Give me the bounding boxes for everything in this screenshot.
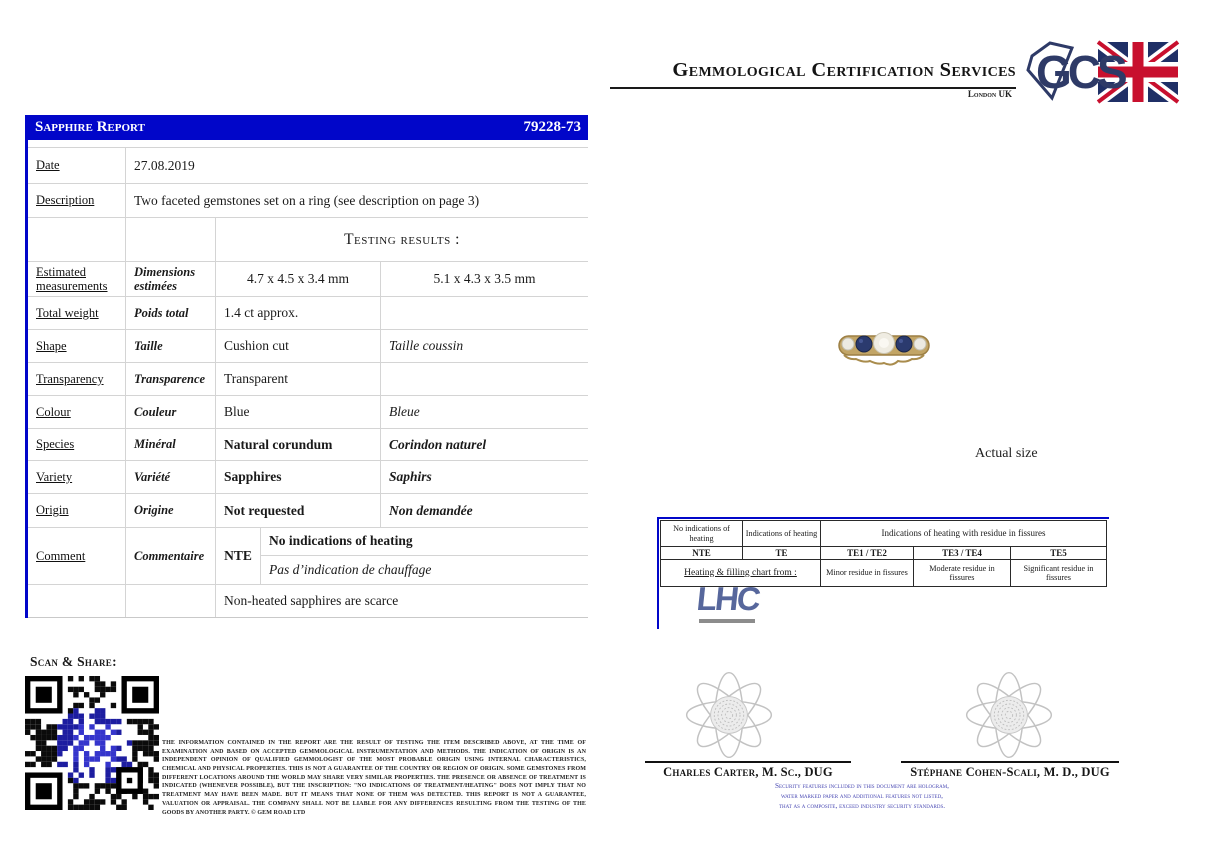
transparency-value-fr bbox=[380, 363, 588, 395]
guilloche-seal-right bbox=[963, 669, 1055, 761]
transparency-value: Transparent bbox=[215, 363, 380, 395]
table-row-comment bbox=[28, 528, 588, 585]
chart-blue-border-left bbox=[657, 517, 659, 629]
diamond-stone bbox=[914, 338, 926, 350]
table-row-colour bbox=[28, 396, 588, 429]
comment-label-fr: Commentaire bbox=[125, 528, 215, 584]
table-row-testing-results bbox=[28, 218, 588, 262]
table-row-description bbox=[28, 184, 588, 218]
transparency-label: Transparency bbox=[36, 371, 104, 386]
table-row-transparency bbox=[28, 363, 588, 396]
security-note bbox=[742, 781, 982, 811]
comment-values bbox=[260, 528, 588, 584]
measurements-label: Estimated measurements bbox=[36, 264, 108, 293]
lhc-tagline-bar bbox=[699, 619, 755, 623]
table-row-measurements bbox=[28, 262, 588, 297]
residue-minor: Minor residue in fissures bbox=[821, 560, 914, 586]
table-row-note bbox=[28, 585, 588, 618]
table-row-shape bbox=[28, 330, 588, 363]
date-label: Date bbox=[36, 158, 60, 173]
table-row-date bbox=[28, 148, 588, 184]
transparency-label-fr: Transparence bbox=[125, 363, 215, 395]
origin-value-fr: Non demandée bbox=[380, 494, 588, 527]
date-value: 27.08.2019 bbox=[125, 148, 588, 183]
variety-label-fr: Variété bbox=[125, 461, 215, 493]
chart-header-nte: No indications of heating bbox=[661, 521, 743, 547]
shape-value-fr: Taille coussin bbox=[380, 330, 588, 362]
security-note-line: Security features included in this document are hologram, bbox=[775, 782, 949, 790]
chart-header-row bbox=[661, 521, 1106, 547]
colour-label-fr: Couleur bbox=[125, 396, 215, 428]
table-row-total-weight bbox=[28, 297, 588, 330]
origin-label-fr: Origine bbox=[125, 494, 215, 527]
testing-results-header: Testing results : bbox=[215, 218, 588, 261]
sapphire-report-table bbox=[25, 115, 588, 618]
variety-label: Variety bbox=[36, 469, 73, 484]
signatory-name-left: Charles Carter, M. Sc., DUG bbox=[663, 765, 833, 779]
chart-codes-row bbox=[661, 547, 1106, 560]
actual-size-label: Actual size bbox=[975, 446, 1038, 461]
origin-value: Not requested bbox=[215, 494, 380, 527]
empty-cell bbox=[28, 218, 125, 261]
code-nte: NTE bbox=[661, 547, 743, 560]
ring-photo bbox=[836, 327, 932, 369]
species-label: Species bbox=[36, 437, 75, 452]
org-title: Gemmological Certification Services bbox=[672, 59, 1016, 81]
weight-label-fr: Poids total bbox=[125, 297, 215, 329]
gcs-logo bbox=[1022, 40, 1180, 104]
gcs-logo-graphic bbox=[1022, 40, 1180, 104]
ring-graphic bbox=[836, 327, 932, 369]
variety-value: Sapphires bbox=[215, 461, 380, 493]
measurements-value-1: 4.7 x 4.5 x 3.4 mm bbox=[215, 262, 380, 296]
signature-line-right bbox=[901, 761, 1119, 763]
species-value: Natural corundum bbox=[215, 429, 380, 460]
guilloche-seal-left bbox=[683, 669, 775, 761]
code-te3-te4: TE3 / TE4 bbox=[914, 547, 1011, 560]
lhc-lab-logo: LHC bbox=[695, 580, 761, 617]
shape-label: Shape bbox=[36, 338, 67, 353]
report-number: 79228-73 bbox=[523, 119, 581, 135]
comment-label: Comment bbox=[36, 548, 86, 563]
variety-value-fr: Saphirs bbox=[380, 461, 588, 493]
measurements-label-fr: Dimensions estimées bbox=[125, 262, 215, 296]
security-note-line: water marked paper and additional features not listed, bbox=[781, 792, 943, 801]
heating-chart-table bbox=[660, 520, 1107, 587]
spacer-row bbox=[28, 140, 588, 148]
gcs-letters: GCS bbox=[1036, 46, 1124, 98]
report-title: Sapphire Report bbox=[35, 119, 145, 135]
code-te5: TE5 bbox=[1011, 547, 1106, 560]
table-row-variety bbox=[28, 461, 588, 494]
weight-label: Total weight bbox=[36, 305, 99, 320]
disclaimer-text: THE INFORMATION CONTAINED IN THE REPORT ARE THE RESULT OF TESTING THE ITEM DESCRIBED ABOVE, AT THE TIME OF EXAMINATION AND BASED ON ACCEPTED GEMMOLOGICAL INSTRUMENTATION AND METHODS. THE INDICATION OF ORIGIN IS AN INDEPENDENT OPINION OF QUALIFIED GEMMOLOGIST OF THE MOST PROBABLE ORIGIN USING INTERNAL CHARACTERISTICS, CHEMICAL AND PHYSICAL PROPERTIES. THIS IS NOT A GUARANTEE OF THE COUNTRY OR REGION OF ORIGIN. SOME GEMSTONES FROM DIFFERENT LOCATIONS AROUND THE WORLD MAY SHARE VERY SIMILAR PROPERTIES. THE PRESENCE OR ABSENCE OF TREATMENT IS INDICATED (WHENEVER POSSIBLE), BUT THE INSCRIPTION: "NO INDICATIONS OF TREATMENT/HEATING" DOES NOT IMPLY THAT NO TREATMENT MAY HAVE BEEN MADE. BUT IT MEANS THAT NONE OF THEM WAS DETECTED. THIS REPORT IS NOT A GUARANTEE, VALUATION OR APPRAISAL. THE COMPANY SHALL NOT BE LIABLE FOR ANY DIFFERENCES RESULTING FROM THE TESTING OF THE GOODS BY ANOTHER PARTY. © GEM ROAD LTD bbox=[162, 740, 586, 816]
shape-value: Cushion cut bbox=[215, 330, 380, 362]
chart-caption: Heating & filling chart from : bbox=[661, 560, 821, 586]
colour-value-fr: Bleue bbox=[380, 396, 588, 428]
species-value-fr: Corindon naturel bbox=[380, 429, 588, 460]
signatory-name-right: Stéphane Cohen-Scali, M. D., DUG bbox=[910, 765, 1110, 779]
description-value: Two faceted gemstones set on a ring (see description on page 3) bbox=[125, 184, 588, 217]
origin-label: Origin bbox=[36, 503, 69, 518]
table-row-origin bbox=[28, 494, 588, 528]
scan-share-label: Scan & Share: bbox=[30, 654, 117, 669]
code-te: TE bbox=[743, 547, 821, 560]
code-te1-te2: TE1 / TE2 bbox=[821, 547, 914, 560]
weight-value-fr bbox=[380, 297, 588, 329]
colour-label: Colour bbox=[36, 404, 71, 419]
security-note-line: that as a composite, exceed industry security standards. bbox=[778, 802, 946, 811]
comment-value-en: No indications of heating bbox=[261, 528, 588, 556]
empty-cell bbox=[125, 585, 215, 617]
report-titlebar bbox=[28, 115, 588, 140]
comment-value-fr: Pas d’indication de chauffage bbox=[269, 561, 432, 577]
sapphire-stone bbox=[856, 336, 872, 352]
chart-header-te: Indications of heating bbox=[743, 521, 821, 547]
comment-code-nte: NTE bbox=[215, 528, 260, 584]
residue-significant: Significant residue in fissures bbox=[1023, 563, 1094, 582]
species-label-fr: Minéral bbox=[125, 429, 215, 460]
table-row-species bbox=[28, 429, 588, 461]
comment-note: Non-heated sapphires are scarce bbox=[215, 585, 588, 617]
diamond-stone bbox=[842, 338, 854, 350]
shape-label-fr: Taille bbox=[125, 330, 215, 362]
org-location: London UK bbox=[967, 89, 1012, 99]
measurements-value-2: 5.1 x 4.3 x 3.5 mm bbox=[380, 262, 588, 296]
colour-value: Blue bbox=[215, 396, 380, 428]
qr-code bbox=[25, 676, 159, 810]
sapphire-stone bbox=[896, 336, 912, 352]
description-label: Description bbox=[36, 193, 95, 208]
residue-moderate: Moderate residue in fissures bbox=[914, 560, 1011, 586]
empty-cell bbox=[28, 585, 125, 617]
signature-line-left bbox=[645, 761, 851, 763]
empty-cell bbox=[125, 218, 215, 261]
chart-blue-border-top bbox=[657, 517, 1109, 519]
weight-value: 1.4 ct approx. bbox=[215, 297, 380, 329]
chart-header-residue: Indications of heating with residue in fissures bbox=[821, 521, 1106, 547]
